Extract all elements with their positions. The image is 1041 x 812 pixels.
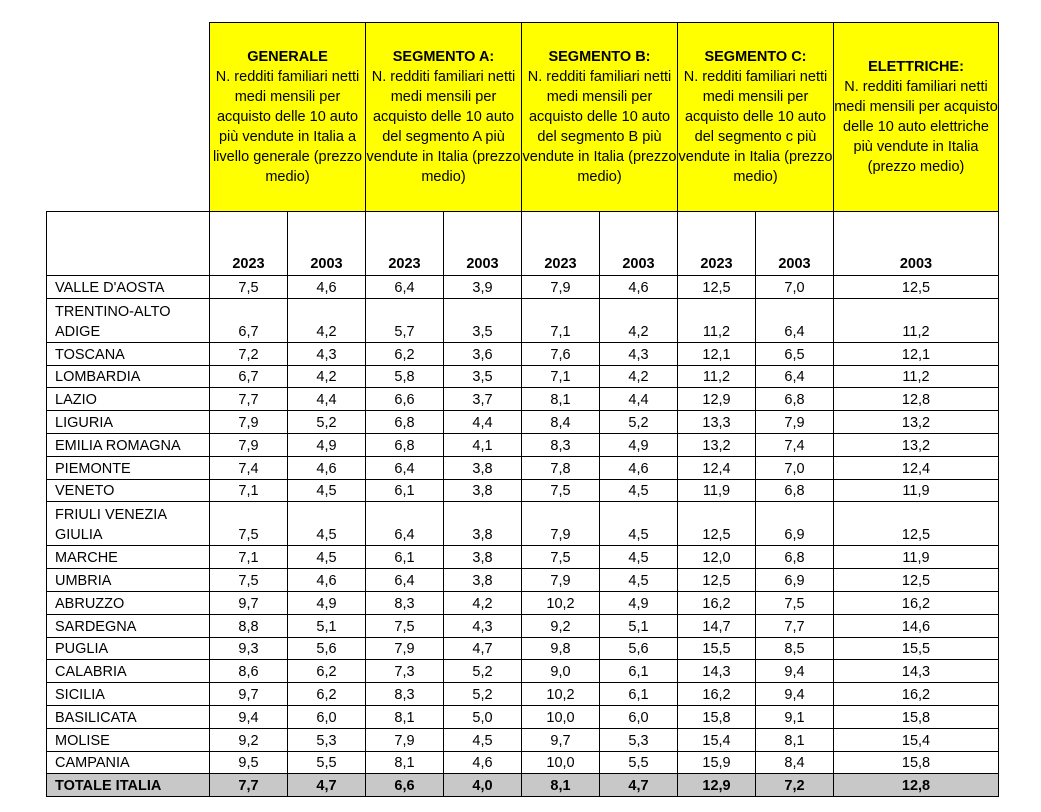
value-cell: 9,2 bbox=[522, 614, 600, 637]
value-cell: 11,2 bbox=[678, 365, 756, 388]
region-name: TRENTINO-ALTO ADIGE bbox=[47, 298, 210, 342]
value-cell: 13,3 bbox=[678, 411, 756, 434]
value-cell: 12,5 bbox=[678, 276, 756, 299]
value-cell: 3,7 bbox=[444, 388, 522, 411]
value-cell: 8,4 bbox=[756, 751, 834, 774]
value-cell: 5,2 bbox=[444, 660, 522, 683]
value-cell: 6,2 bbox=[288, 683, 366, 706]
value-cell: 12,5 bbox=[834, 569, 999, 592]
value-cell: 6,1 bbox=[366, 479, 444, 502]
value-cell: 13,2 bbox=[678, 433, 756, 456]
region-name: SICILIA bbox=[47, 683, 210, 706]
value-cell: 4,2 bbox=[288, 365, 366, 388]
value-cell: 4,9 bbox=[600, 591, 678, 614]
value-cell: 3,9 bbox=[444, 276, 522, 299]
value-cell: 6,0 bbox=[600, 705, 678, 728]
year-cell: 2003 bbox=[834, 212, 999, 276]
value-cell: 4,9 bbox=[288, 433, 366, 456]
value-cell: 7,7 bbox=[210, 388, 288, 411]
table-row bbox=[47, 546, 999, 569]
value-cell: 6,4 bbox=[366, 276, 444, 299]
value-cell: 12,9 bbox=[678, 388, 756, 411]
table-row bbox=[47, 298, 999, 342]
value-cell: 10,0 bbox=[522, 751, 600, 774]
region-name: UMBRIA bbox=[47, 569, 210, 592]
value-cell: 7,4 bbox=[210, 456, 288, 479]
value-cell: 15,8 bbox=[834, 751, 999, 774]
region-name: PUGLIA bbox=[47, 637, 210, 660]
value-cell: 7,1 bbox=[210, 546, 288, 569]
value-cell: 6,4 bbox=[756, 365, 834, 388]
region-name: ABRUZZO bbox=[47, 591, 210, 614]
value-cell: 16,2 bbox=[678, 591, 756, 614]
value-cell: 6,8 bbox=[756, 388, 834, 411]
value-cell: 7,0 bbox=[756, 456, 834, 479]
value-cell: 15,8 bbox=[834, 705, 999, 728]
year-cell: 2023 bbox=[366, 212, 444, 276]
value-cell: 6,5 bbox=[756, 342, 834, 365]
region-name: TOTALE ITALIA bbox=[47, 774, 210, 797]
value-cell: 5,2 bbox=[600, 411, 678, 434]
value-cell: 5,2 bbox=[444, 683, 522, 706]
value-cell: 8,3 bbox=[366, 591, 444, 614]
value-cell: 6,4 bbox=[366, 502, 444, 546]
value-cell: 6,2 bbox=[366, 342, 444, 365]
value-cell: 6,4 bbox=[366, 456, 444, 479]
year-cell: 2003 bbox=[288, 212, 366, 276]
value-cell: 10,0 bbox=[522, 705, 600, 728]
value-cell: 14,3 bbox=[834, 660, 999, 683]
header-elettriche: ELETTRICHE: N. redditi familiari netti medi mensili per acquisto delle 10 auto elettriche più vendute in Italia (prezzo medio) bbox=[834, 23, 999, 212]
value-cell: 7,5 bbox=[366, 614, 444, 637]
value-cell: 5,8 bbox=[366, 365, 444, 388]
table-row bbox=[47, 433, 999, 456]
value-cell: 5,5 bbox=[600, 751, 678, 774]
region-name: MARCHE bbox=[47, 546, 210, 569]
table-row bbox=[47, 591, 999, 614]
value-cell: 9,1 bbox=[756, 705, 834, 728]
value-cell: 7,9 bbox=[522, 502, 600, 546]
value-cell: 6,1 bbox=[600, 683, 678, 706]
value-cell: 3,5 bbox=[444, 298, 522, 342]
table-row bbox=[47, 705, 999, 728]
value-cell: 4,5 bbox=[288, 479, 366, 502]
value-cell: 16,2 bbox=[834, 683, 999, 706]
value-cell: 3,8 bbox=[444, 479, 522, 502]
value-cell: 4,2 bbox=[288, 298, 366, 342]
value-cell: 4,7 bbox=[600, 774, 678, 797]
value-cell: 4,3 bbox=[444, 614, 522, 637]
total-row bbox=[47, 774, 999, 797]
value-cell: 7,9 bbox=[522, 569, 600, 592]
table-row bbox=[47, 660, 999, 683]
value-cell: 6,1 bbox=[366, 546, 444, 569]
region-name: MOLISE bbox=[47, 728, 210, 751]
value-cell: 4,6 bbox=[444, 751, 522, 774]
value-cell: 3,6 bbox=[444, 342, 522, 365]
value-cell: 7,5 bbox=[756, 591, 834, 614]
table-row bbox=[47, 683, 999, 706]
value-cell: 3,8 bbox=[444, 502, 522, 546]
value-cell: 6,2 bbox=[288, 660, 366, 683]
value-cell: 10,2 bbox=[522, 683, 600, 706]
value-cell: 7,1 bbox=[210, 479, 288, 502]
value-cell: 6,7 bbox=[210, 365, 288, 388]
value-cell: 12,5 bbox=[834, 276, 999, 299]
table-row bbox=[47, 411, 999, 434]
region-name: LIGURIA bbox=[47, 411, 210, 434]
value-cell: 8,5 bbox=[756, 637, 834, 660]
value-cell: 14,3 bbox=[678, 660, 756, 683]
value-cell: 15,5 bbox=[678, 637, 756, 660]
year-cell: 2003 bbox=[756, 212, 834, 276]
region-name: TOSCANA bbox=[47, 342, 210, 365]
value-cell: 5,2 bbox=[288, 411, 366, 434]
value-cell: 4,6 bbox=[288, 276, 366, 299]
value-cell: 9,5 bbox=[210, 751, 288, 774]
value-cell: 6,8 bbox=[756, 546, 834, 569]
value-cell: 8,4 bbox=[522, 411, 600, 434]
value-cell: 15,4 bbox=[834, 728, 999, 751]
value-cell: 10,2 bbox=[522, 591, 600, 614]
value-cell: 12,4 bbox=[834, 456, 999, 479]
value-cell: 3,8 bbox=[444, 456, 522, 479]
value-cell: 11,2 bbox=[678, 298, 756, 342]
table-row bbox=[47, 276, 999, 299]
value-cell: 4,6 bbox=[288, 456, 366, 479]
region-name: EMILIA ROMAGNA bbox=[47, 433, 210, 456]
value-cell: 4,6 bbox=[600, 276, 678, 299]
value-cell: 7,9 bbox=[366, 637, 444, 660]
value-cell: 4,5 bbox=[600, 569, 678, 592]
value-cell: 12,8 bbox=[834, 388, 999, 411]
value-cell: 5,1 bbox=[288, 614, 366, 637]
value-cell: 5,6 bbox=[600, 637, 678, 660]
value-cell: 16,2 bbox=[834, 591, 999, 614]
value-cell: 4,5 bbox=[444, 728, 522, 751]
table-row bbox=[47, 751, 999, 774]
value-cell: 11,9 bbox=[678, 479, 756, 502]
value-cell: 4,5 bbox=[600, 479, 678, 502]
table-row bbox=[47, 388, 999, 411]
value-cell: 7,9 bbox=[210, 411, 288, 434]
value-cell: 9,7 bbox=[210, 591, 288, 614]
header-segmento-b: SEGMENTO B: N. redditi familiari netti medi mensili per acquisto delle 10 auto del segmento B più vendute in Italia (prezzo medio) bbox=[522, 23, 678, 212]
value-cell: 5,3 bbox=[600, 728, 678, 751]
table-row bbox=[47, 728, 999, 751]
value-cell: 9,2 bbox=[210, 728, 288, 751]
value-cell: 8,3 bbox=[366, 683, 444, 706]
value-cell: 5,7 bbox=[366, 298, 444, 342]
table-row bbox=[47, 502, 999, 546]
value-cell: 11,2 bbox=[834, 298, 999, 342]
value-cell: 7,9 bbox=[756, 411, 834, 434]
value-cell: 5,3 bbox=[288, 728, 366, 751]
value-cell: 7,5 bbox=[210, 502, 288, 546]
value-cell: 7,9 bbox=[210, 433, 288, 456]
value-cell: 6,4 bbox=[756, 298, 834, 342]
value-cell: 12,1 bbox=[834, 342, 999, 365]
value-cell: 9,7 bbox=[522, 728, 600, 751]
value-cell: 3,8 bbox=[444, 569, 522, 592]
value-cell: 11,2 bbox=[834, 365, 999, 388]
year-cell: 2023 bbox=[678, 212, 756, 276]
value-cell: 6,1 bbox=[600, 660, 678, 683]
value-cell: 7,6 bbox=[522, 342, 600, 365]
table-row bbox=[47, 342, 999, 365]
value-cell: 12,9 bbox=[678, 774, 756, 797]
region-name: LAZIO bbox=[47, 388, 210, 411]
value-cell: 14,7 bbox=[678, 614, 756, 637]
year-cell: 2023 bbox=[210, 212, 288, 276]
value-cell: 4,6 bbox=[600, 456, 678, 479]
value-cell: 5,6 bbox=[288, 637, 366, 660]
value-cell: 7,4 bbox=[756, 433, 834, 456]
value-cell: 4,5 bbox=[288, 546, 366, 569]
year-cell: 2003 bbox=[600, 212, 678, 276]
value-cell: 7,1 bbox=[522, 298, 600, 342]
header-segmento-c: SEGMENTO C: N. redditi familiari netti medi mensili per acquisto delle 10 auto del segmento c più vendute in Italia (prezzo medio) bbox=[678, 23, 834, 212]
value-cell: 8,1 bbox=[522, 774, 600, 797]
value-cell: 7,5 bbox=[522, 546, 600, 569]
value-cell: 6,0 bbox=[288, 705, 366, 728]
value-cell: 12,5 bbox=[834, 502, 999, 546]
value-cell: 7,3 bbox=[366, 660, 444, 683]
value-cell: 9,4 bbox=[210, 705, 288, 728]
region-name: VALLE D'AOSTA bbox=[47, 276, 210, 299]
value-cell: 13,2 bbox=[834, 411, 999, 434]
value-cell: 7,8 bbox=[522, 456, 600, 479]
value-cell: 4,6 bbox=[288, 569, 366, 592]
value-cell: 5,1 bbox=[600, 614, 678, 637]
value-cell: 15,9 bbox=[678, 751, 756, 774]
value-cell: 12,0 bbox=[678, 546, 756, 569]
region-name: CALABRIA bbox=[47, 660, 210, 683]
table-row bbox=[47, 569, 999, 592]
value-cell: 6,6 bbox=[366, 774, 444, 797]
value-cell: 4,5 bbox=[600, 546, 678, 569]
value-cell: 4,5 bbox=[600, 502, 678, 546]
value-cell: 7,9 bbox=[366, 728, 444, 751]
value-cell: 6,6 bbox=[366, 388, 444, 411]
value-cell: 4,9 bbox=[600, 433, 678, 456]
region-name: PIEMONTE bbox=[47, 456, 210, 479]
value-cell: 6,9 bbox=[756, 502, 834, 546]
year-row bbox=[47, 212, 999, 276]
value-cell: 7,1 bbox=[522, 365, 600, 388]
region-name: VENETO bbox=[47, 479, 210, 502]
region-name: LOMBARDIA bbox=[47, 365, 210, 388]
value-cell: 12,4 bbox=[678, 456, 756, 479]
value-cell: 16,2 bbox=[678, 683, 756, 706]
header-row bbox=[47, 23, 999, 212]
value-cell: 4,2 bbox=[600, 365, 678, 388]
value-cell: 4,0 bbox=[444, 774, 522, 797]
value-cell: 6,8 bbox=[366, 433, 444, 456]
value-cell: 9,0 bbox=[522, 660, 600, 683]
value-cell: 4,2 bbox=[600, 298, 678, 342]
year-cell: 2003 bbox=[444, 212, 522, 276]
value-cell: 7,7 bbox=[756, 614, 834, 637]
value-cell: 15,8 bbox=[678, 705, 756, 728]
value-cell: 6,8 bbox=[756, 479, 834, 502]
value-cell: 4,5 bbox=[288, 502, 366, 546]
header-segmento-a: SEGMENTO A: N. redditi familiari netti medi mensili per acquisto delle 10 auto del segmento A più vendute in Italia (prezzo medio) bbox=[366, 23, 522, 212]
value-cell: 8,3 bbox=[522, 433, 600, 456]
value-cell: 12,1 bbox=[678, 342, 756, 365]
value-cell: 5,0 bbox=[444, 705, 522, 728]
value-cell: 9,7 bbox=[210, 683, 288, 706]
income-car-table bbox=[46, 22, 999, 797]
value-cell: 3,8 bbox=[444, 546, 522, 569]
value-cell: 4,4 bbox=[288, 388, 366, 411]
region-name: FRIULI VENEZIA GIULIA bbox=[47, 502, 210, 546]
value-cell: 8,8 bbox=[210, 614, 288, 637]
value-cell: 4,7 bbox=[444, 637, 522, 660]
value-cell: 7,0 bbox=[756, 276, 834, 299]
value-cell: 7,7 bbox=[210, 774, 288, 797]
value-cell: 14,6 bbox=[834, 614, 999, 637]
value-cell: 12,8 bbox=[834, 774, 999, 797]
region-name: CAMPANIA bbox=[47, 751, 210, 774]
year-cell: 2023 bbox=[522, 212, 600, 276]
value-cell: 7,5 bbox=[522, 479, 600, 502]
header-generale: GENERALE N. redditi familiari netti medi mensili per acquisto delle 10 auto più vendute in Italia a livello generale (prezzo medio) bbox=[210, 23, 366, 212]
value-cell: 8,6 bbox=[210, 660, 288, 683]
blank-corner bbox=[47, 23, 210, 212]
region-name: BASILICATA bbox=[47, 705, 210, 728]
value-cell: 4,4 bbox=[600, 388, 678, 411]
value-cell: 13,2 bbox=[834, 433, 999, 456]
value-cell: 7,5 bbox=[210, 276, 288, 299]
value-cell: 9,8 bbox=[522, 637, 600, 660]
value-cell: 8,1 bbox=[756, 728, 834, 751]
table-row bbox=[47, 637, 999, 660]
table-row bbox=[47, 479, 999, 502]
table-row bbox=[47, 456, 999, 479]
value-cell: 15,5 bbox=[834, 637, 999, 660]
year-blank bbox=[47, 212, 210, 276]
value-cell: 11,9 bbox=[834, 479, 999, 502]
value-cell: 5,5 bbox=[288, 751, 366, 774]
value-cell: 4,3 bbox=[600, 342, 678, 365]
value-cell: 6,9 bbox=[756, 569, 834, 592]
table-row bbox=[47, 365, 999, 388]
value-cell: 7,2 bbox=[756, 774, 834, 797]
table-row bbox=[47, 614, 999, 637]
value-cell: 9,3 bbox=[210, 637, 288, 660]
value-cell: 6,7 bbox=[210, 298, 288, 342]
value-cell: 4,1 bbox=[444, 433, 522, 456]
value-cell: 12,5 bbox=[678, 569, 756, 592]
value-cell: 15,4 bbox=[678, 728, 756, 751]
value-cell: 6,4 bbox=[366, 569, 444, 592]
value-cell: 8,1 bbox=[366, 705, 444, 728]
value-cell: 4,4 bbox=[444, 411, 522, 434]
region-name: SARDEGNA bbox=[47, 614, 210, 637]
value-cell: 4,2 bbox=[444, 591, 522, 614]
value-cell: 4,9 bbox=[288, 591, 366, 614]
value-cell: 12,5 bbox=[678, 502, 756, 546]
value-cell: 7,9 bbox=[522, 276, 600, 299]
value-cell: 7,5 bbox=[210, 569, 288, 592]
value-cell: 11,9 bbox=[834, 546, 999, 569]
value-cell: 4,7 bbox=[288, 774, 366, 797]
value-cell: 6,8 bbox=[366, 411, 444, 434]
value-cell: 9,4 bbox=[756, 660, 834, 683]
value-cell: 4,3 bbox=[288, 342, 366, 365]
value-cell: 8,1 bbox=[366, 751, 444, 774]
value-cell: 3,5 bbox=[444, 365, 522, 388]
value-cell: 7,2 bbox=[210, 342, 288, 365]
value-cell: 9,4 bbox=[756, 683, 834, 706]
value-cell: 8,1 bbox=[522, 388, 600, 411]
